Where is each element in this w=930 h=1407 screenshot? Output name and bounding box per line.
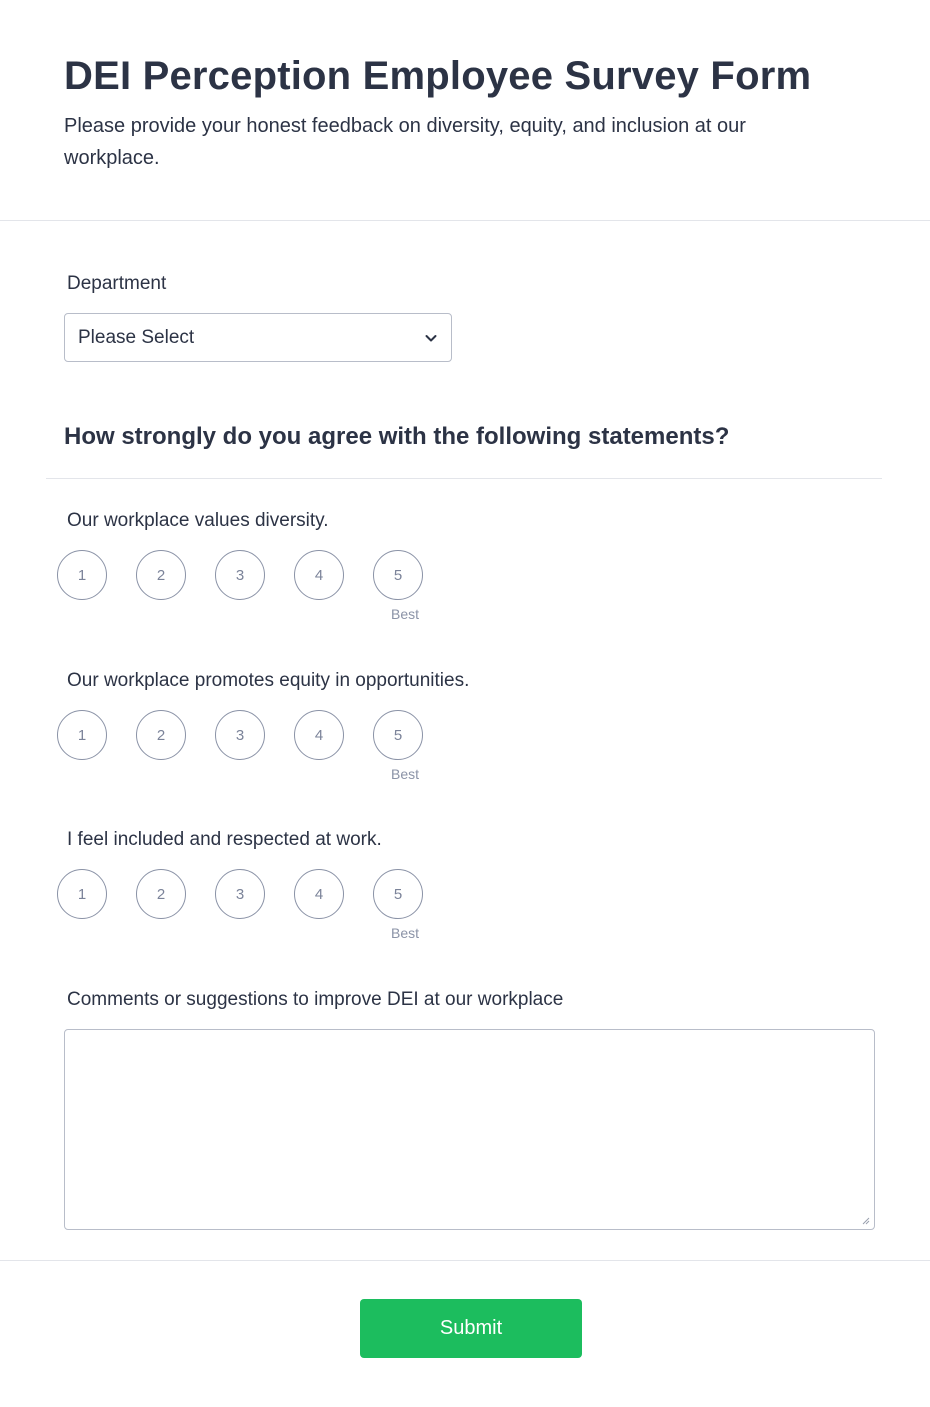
comments-label: Comments or suggestions to improve DEI at our workplace: [67, 989, 564, 1010]
question-label-inclusion: I feel included and respected at work.: [67, 829, 382, 850]
section-divider: [46, 478, 882, 479]
rating-option[interactable]: 2: [136, 550, 186, 600]
page-title: DEI Perception Employee Survey Form: [64, 54, 812, 98]
comments-textarea[interactable]: [64, 1029, 875, 1230]
resize-handle-icon[interactable]: [860, 1215, 870, 1225]
rating-option[interactable]: 4: [294, 710, 344, 760]
statements-heading: How strongly do you agree with the following statements?: [64, 423, 730, 450]
rating-option[interactable]: 4: [294, 550, 344, 600]
question-label-diversity: Our workplace values diversity.: [67, 510, 329, 531]
question-label-equity: Our workplace promotes equity in opportunities.: [67, 670, 470, 691]
rating-option[interactable]: 2: [136, 869, 186, 919]
rating-option[interactable]: 5: [373, 710, 423, 760]
rating-option[interactable]: 3: [215, 550, 265, 600]
rating-option[interactable]: 2: [136, 710, 186, 760]
department-selected-value: Please Select: [78, 326, 195, 348]
rating-option[interactable]: 3: [215, 710, 265, 760]
rating-option[interactable]: 5: [373, 869, 423, 919]
rating-best-label: Best: [391, 766, 420, 782]
rating-option[interactable]: 3: [215, 869, 265, 919]
form-header: [64, 52, 864, 174]
rating-option[interactable]: 4: [294, 869, 344, 919]
header-divider: [0, 220, 930, 221]
rating-option[interactable]: 5: [373, 550, 423, 600]
chevron-down-icon: [423, 330, 439, 346]
department-label: Department: [67, 273, 167, 294]
rating-option[interactable]: 1: [57, 869, 107, 919]
rating-option[interactable]: 1: [57, 710, 107, 760]
department-select[interactable]: [64, 313, 452, 362]
rating-option[interactable]: 1: [57, 550, 107, 600]
rating-best-label: Best: [391, 606, 420, 622]
rating-best-label: Best: [391, 925, 420, 941]
page-subtitle: Please provide your honest feedback on diversity, equity, and inclusion at our workplace.: [64, 115, 746, 169]
footer-divider: [0, 1260, 930, 1261]
submit-button[interactable]: Submit: [360, 1299, 582, 1358]
